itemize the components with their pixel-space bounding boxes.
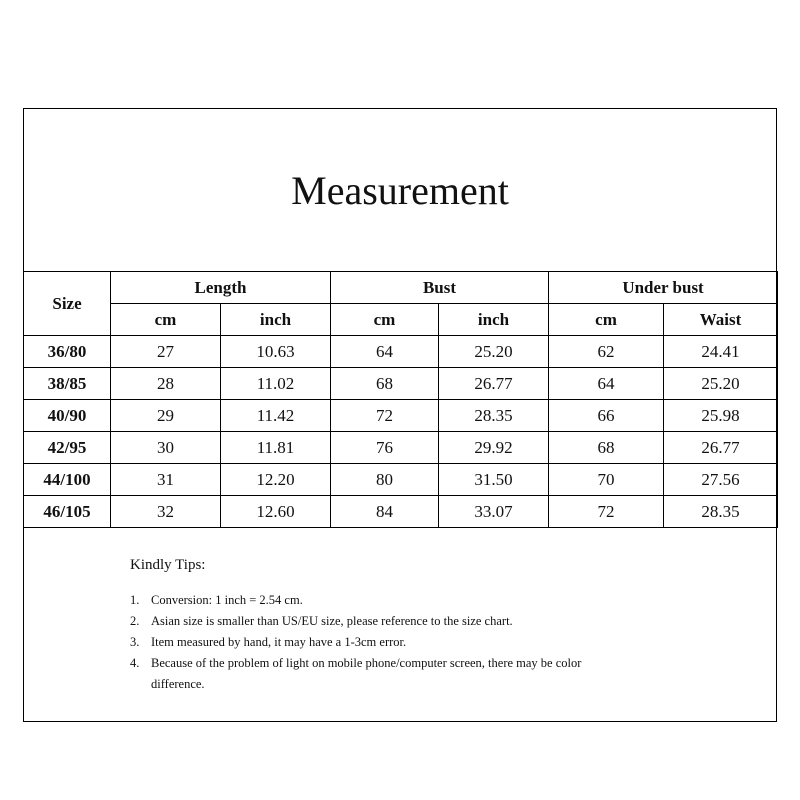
value-cell: 26.77 [664,432,778,464]
value-cell: 72 [331,400,439,432]
value-cell: 64 [549,368,664,400]
value-cell: 24.41 [664,336,778,368]
value-cell: 26.77 [439,368,549,400]
tips-title: Kindly Tips: [130,557,206,573]
value-cell: 25.98 [664,400,778,432]
value-cell: 68 [331,368,439,400]
value-cell: 28.35 [664,496,778,528]
tip-item [130,611,621,632]
value-cell: 27 [111,336,221,368]
value-cell: 28.35 [439,400,549,432]
value-cell: 12.60 [221,496,331,528]
subheader-cell: cm [331,304,439,336]
table-row [24,496,778,528]
value-cell: 66 [549,400,664,432]
value-cell: 27.56 [664,464,778,496]
table-subheader-row [24,304,778,336]
header-length: Length [111,272,331,304]
tip-item [130,590,621,611]
header-bust: Bust [331,272,549,304]
size-cell: 40/90 [24,400,111,432]
value-cell: 76 [331,432,439,464]
table-row [24,400,778,432]
value-cell: 29 [111,400,221,432]
tips-list [130,590,621,695]
value-cell: 12.20 [221,464,331,496]
header-under-bust: Under bust [549,272,778,304]
size-cell: 38/85 [24,368,111,400]
value-cell: 25.20 [439,336,549,368]
tip-text: Conversion: 1 inch = 2.54 cm. [151,593,303,607]
tip-item [130,632,621,653]
subheader-cell: Waist [664,304,778,336]
tip-number: 4. [130,656,140,670]
tip-text: Because of the problem of light on mobile phone/computer screen, there may be color difference. [151,656,582,691]
value-cell: 29.92 [439,432,549,464]
size-cell: 46/105 [24,496,111,528]
value-cell: 30 [111,432,221,464]
header-size: Size [24,272,111,336]
tip-number: 2. [130,614,140,628]
table-body [24,336,778,528]
subheader-cell: inch [439,304,549,336]
table-row [24,336,778,368]
size-cell: 44/100 [24,464,111,496]
value-cell: 31.50 [439,464,549,496]
value-cell: 70 [549,464,664,496]
size-cell: 42/95 [24,432,111,464]
value-cell: 62 [549,336,664,368]
value-cell: 68 [549,432,664,464]
value-cell: 25.20 [664,368,778,400]
subheader-cell: inch [221,304,331,336]
tip-text: Item measured by hand, it may have a 1-3cm error. [151,635,407,649]
subheader-cell: cm [111,304,221,336]
table-row [24,464,778,496]
value-cell: 32 [111,496,221,528]
size-table [23,271,778,528]
value-cell: 80 [331,464,439,496]
value-cell: 72 [549,496,664,528]
table-header-row [24,272,778,304]
subheader-cell: cm [549,304,664,336]
value-cell: 11.02 [221,368,331,400]
tip-text: Asian size is smaller than US/EU size, please reference to the size chart. [151,614,513,628]
value-cell: 10.63 [221,336,331,368]
size-cell: 36/80 [24,336,111,368]
value-cell: 84 [331,496,439,528]
table-row [24,368,778,400]
measurement-frame [23,108,777,722]
value-cell: 11.81 [221,432,331,464]
page-title: Measurement [291,167,509,213]
value-cell: 64 [331,336,439,368]
tip-item [130,653,621,695]
kindly-tips [130,557,621,695]
tip-number: 1. [130,593,140,607]
value-cell: 33.07 [439,496,549,528]
value-cell: 28 [111,368,221,400]
value-cell: 31 [111,464,221,496]
table-row [24,432,778,464]
tip-number: 3. [130,635,140,649]
value-cell: 11.42 [221,400,331,432]
